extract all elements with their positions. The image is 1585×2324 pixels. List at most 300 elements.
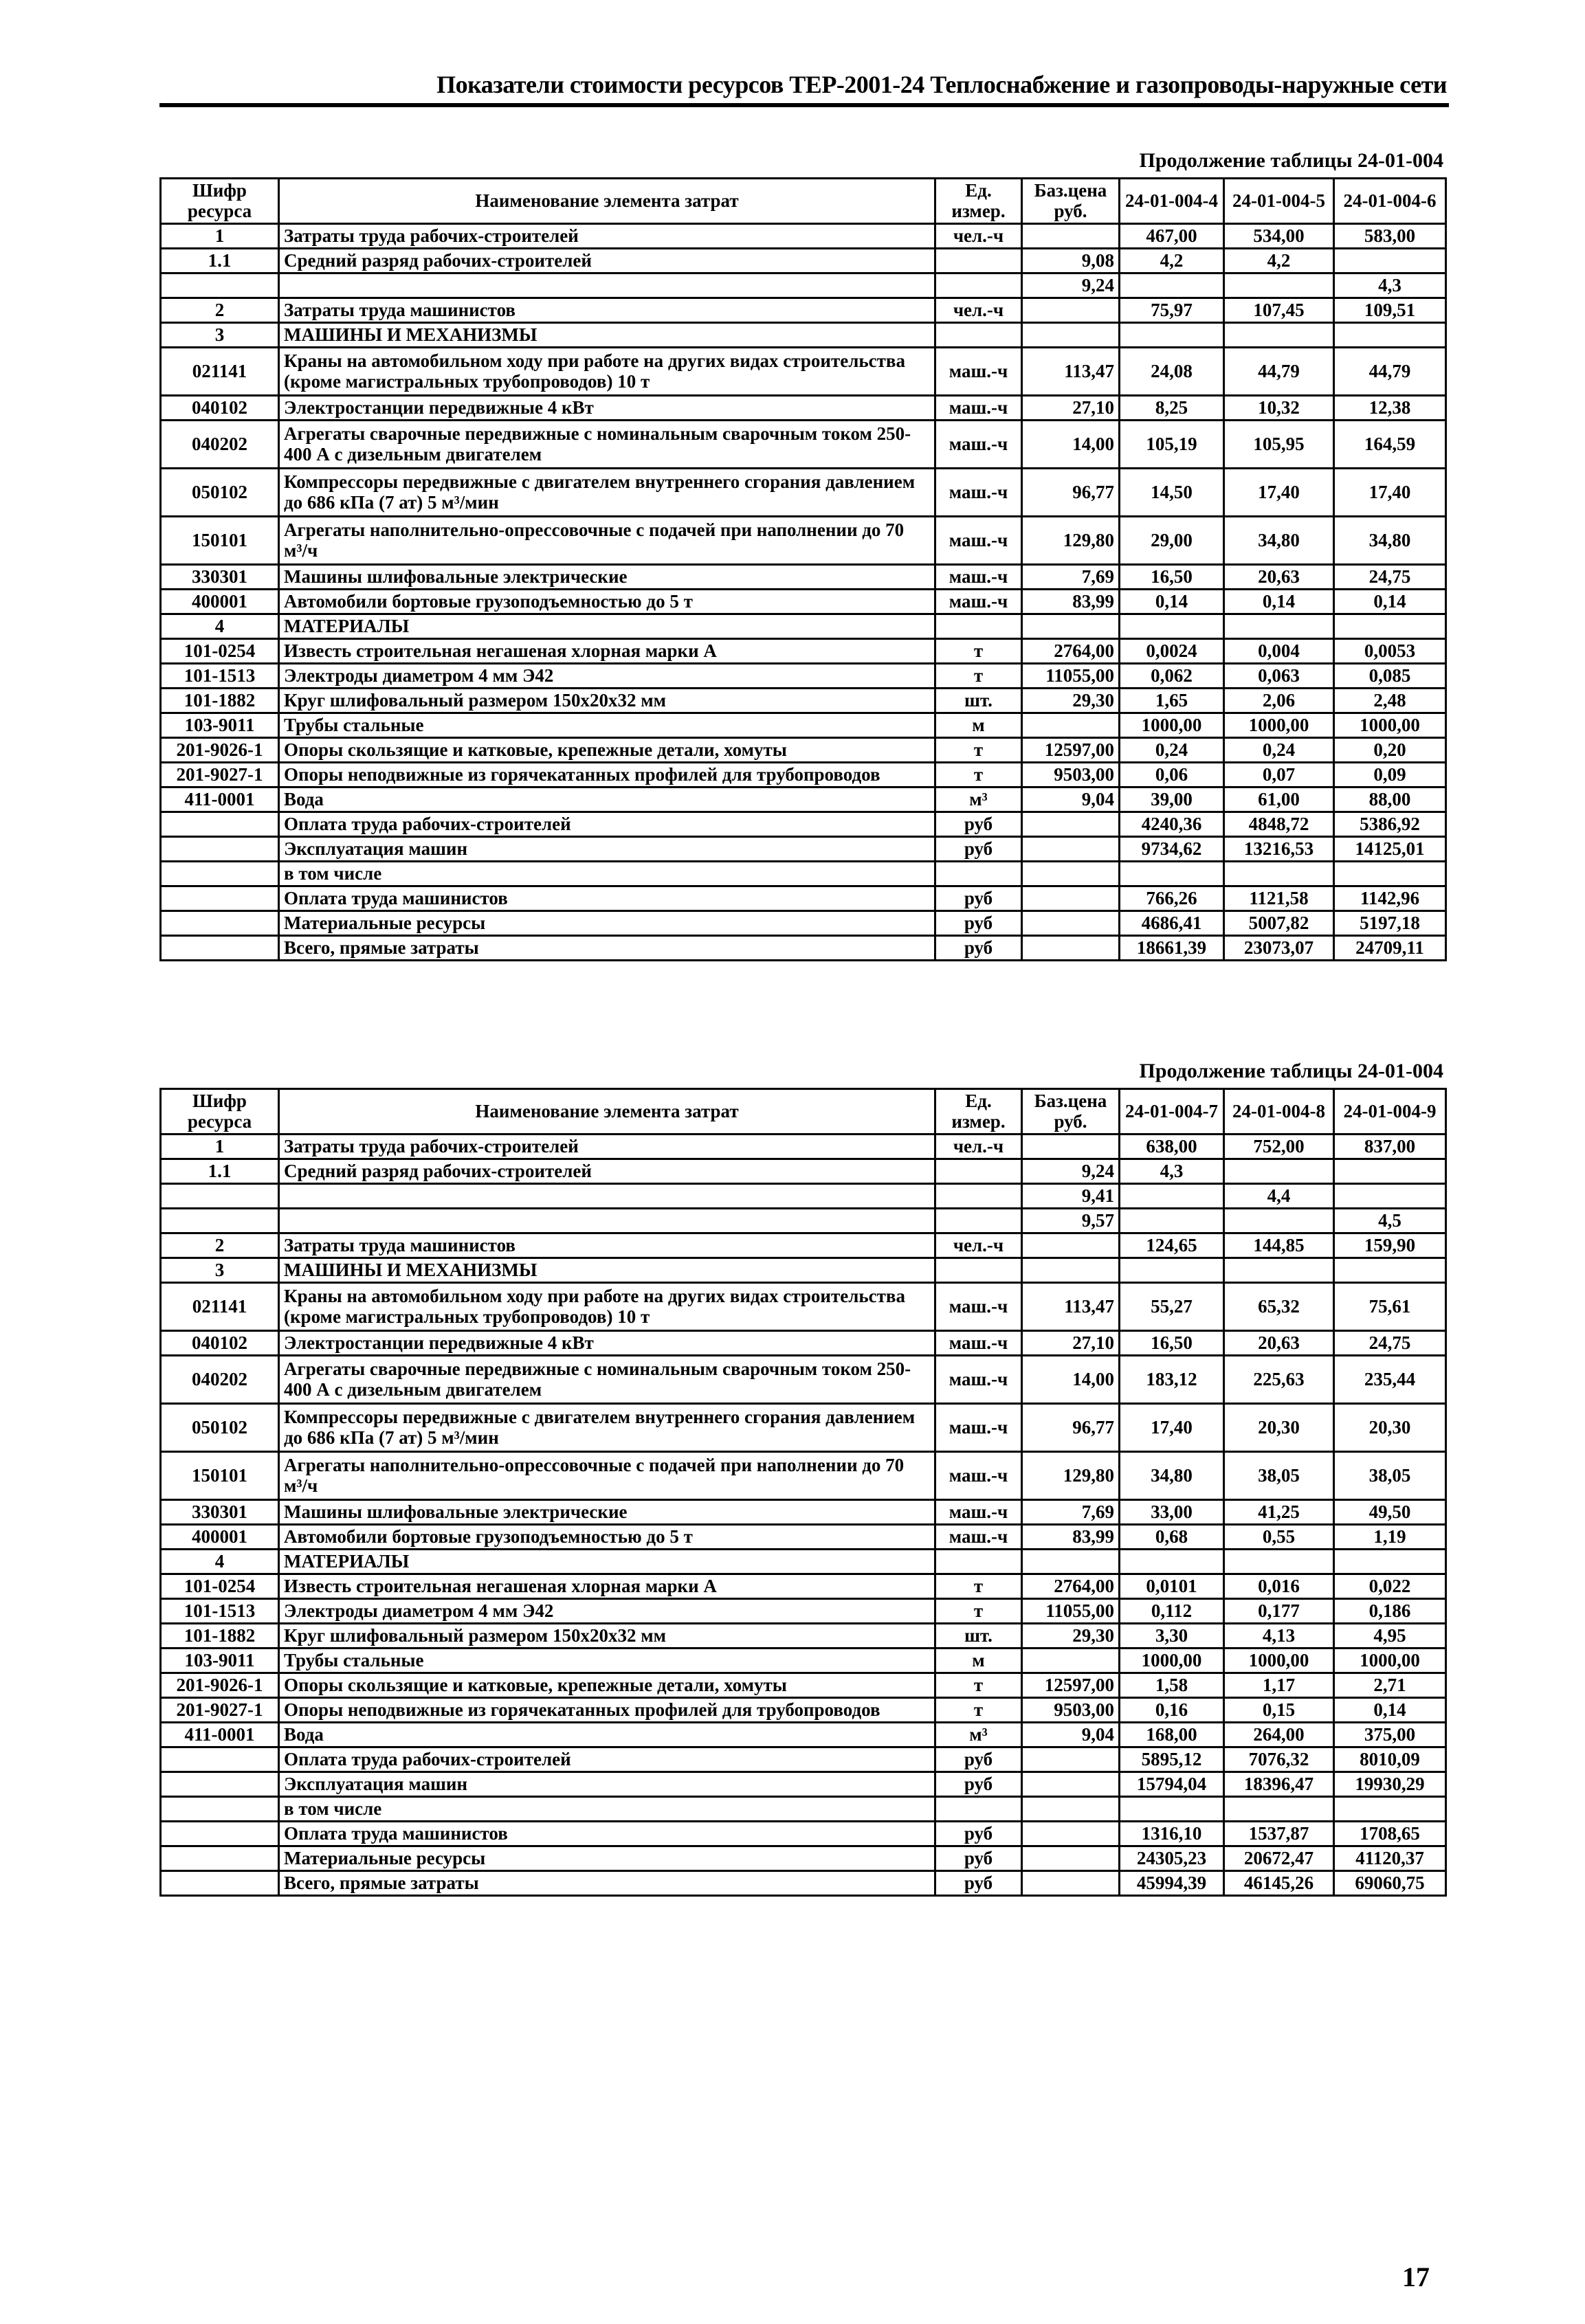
cost-element-name: Опоры неподвижные из горячекатанных профилей для трубопроводов <box>279 1698 935 1723</box>
value-cell: 107,45 <box>1224 298 1334 323</box>
base-price-cell <box>1022 224 1120 249</box>
unit-cell: маш.-ч <box>935 348 1022 396</box>
value-cell: 235,44 <box>1334 1356 1446 1404</box>
resource-code <box>161 812 279 837</box>
table-row <box>161 1452 1446 1500</box>
cost-element-name: Электростанции передвижные 4 кВт <box>279 396 935 421</box>
base-price-cell <box>1022 911 1120 936</box>
base-price-cell: 83,99 <box>1022 590 1120 614</box>
base-price-cell: 29,30 <box>1022 689 1120 713</box>
value-cell <box>1334 862 1446 886</box>
resource-code: 101-1882 <box>161 689 279 713</box>
value-cell <box>1120 1209 1224 1233</box>
header-col-1: 24-01-004-7 <box>1120 1089 1224 1135</box>
value-cell <box>1224 614 1334 639</box>
value-cell: 49,50 <box>1334 1500 1446 1525</box>
cost-element-name: Материальные ресурсы <box>279 1846 935 1871</box>
header-unit: Ед. измер. <box>935 179 1022 224</box>
value-cell: 17,40 <box>1334 469 1446 517</box>
base-price-cell <box>1022 812 1120 837</box>
header-code: Шифр ресурса <box>161 1089 279 1135</box>
value-cell: 7076,32 <box>1224 1747 1334 1772</box>
value-cell <box>1334 1184 1446 1209</box>
resource-code: 3 <box>161 323 279 348</box>
cost-element-name: Компрессоры передвижные с двигателем внутреннего сгорания давлением до 686 кПа (7 ат) 5 м³/мин <box>279 1404 935 1452</box>
header-name: Наименование элемента затрат <box>279 179 935 224</box>
cost-element-name: Эксплуатация машин <box>279 837 935 862</box>
cost-element-name: Опоры скользящие и катковые, крепежные детали, хомуты <box>279 1673 935 1698</box>
cost-element-name: Агрегаты сварочные передвижные с номинальным сварочным током 250-400 А с дизельным двигателем <box>279 421 935 469</box>
value-cell: 0,14 <box>1334 590 1446 614</box>
value-cell: 88,00 <box>1334 787 1446 812</box>
cost-element-name: МАТЕРИАЛЫ <box>279 614 935 639</box>
cost-element-name: в том числе <box>279 1797 935 1822</box>
resource-code <box>161 1846 279 1871</box>
base-price-cell <box>1022 323 1120 348</box>
base-price-cell: 9,24 <box>1022 273 1120 298</box>
cost-element-name <box>279 1209 935 1233</box>
value-cell: 45994,39 <box>1120 1871 1224 1896</box>
table-row <box>161 1356 1446 1404</box>
base-price-cell: 2764,00 <box>1022 1574 1120 1599</box>
resource-code: 2 <box>161 1233 279 1258</box>
value-cell: 4,95 <box>1334 1624 1446 1649</box>
cost-element-name: МАТЕРИАЛЫ <box>279 1550 935 1574</box>
table-row <box>161 1233 1446 1258</box>
cost-table-2 <box>159 1088 1447 1897</box>
value-cell: 0,06 <box>1120 763 1224 787</box>
value-cell <box>1224 1550 1334 1574</box>
unit-cell: руб <box>935 886 1022 911</box>
unit-cell: руб <box>935 812 1022 837</box>
value-cell <box>1120 1258 1224 1283</box>
cost-element-name: Электростанции передвижные 4 кВт <box>279 1331 935 1356</box>
value-cell: 1000,00 <box>1224 1649 1334 1673</box>
resource-code: 101-1513 <box>161 1599 279 1624</box>
cost-element-name: Машины шлифовальные электрические <box>279 1500 935 1525</box>
value-cell: 109,51 <box>1334 298 1446 323</box>
base-price-cell: 14,00 <box>1022 421 1120 469</box>
resource-code: 330301 <box>161 1500 279 1525</box>
value-cell: 5895,12 <box>1120 1747 1224 1772</box>
value-cell: 0,186 <box>1334 1599 1446 1624</box>
value-cell <box>1120 1550 1224 1574</box>
unit-cell: маш.-ч <box>935 1525 1022 1550</box>
unit-cell: маш.-ч <box>935 1331 1022 1356</box>
table2-caption: Продолжение таблицы 24-01-004 <box>1139 1060 1443 1082</box>
value-cell: 16,50 <box>1120 1331 1224 1356</box>
base-price-cell <box>1022 886 1120 911</box>
value-cell: 4,13 <box>1224 1624 1334 1649</box>
unit-cell: руб <box>935 1747 1022 1772</box>
cost-element-name: Оплата труда машинистов <box>279 1822 935 1846</box>
table-row <box>161 689 1446 713</box>
resource-code: 201-9027-1 <box>161 763 279 787</box>
resource-code: 201-9026-1 <box>161 738 279 763</box>
resource-code: 050102 <box>161 1404 279 1452</box>
base-price-cell: 83,99 <box>1022 1525 1120 1550</box>
table-row <box>161 1723 1446 1747</box>
base-price-cell <box>1022 1797 1120 1822</box>
value-cell: 0,07 <box>1224 763 1334 787</box>
value-cell: 0,063 <box>1224 664 1334 689</box>
table-row <box>161 1404 1446 1452</box>
value-cell: 766,26 <box>1120 886 1224 911</box>
resource-code: 040102 <box>161 1331 279 1356</box>
base-price-cell: 11055,00 <box>1022 1599 1120 1624</box>
resource-code <box>161 1747 279 1772</box>
unit-cell <box>935 1159 1022 1184</box>
base-price-cell: 9503,00 <box>1022 1698 1120 1723</box>
unit-cell: м <box>935 713 1022 738</box>
table-row <box>161 936 1446 961</box>
value-cell <box>1120 614 1224 639</box>
value-cell: 24305,23 <box>1120 1846 1224 1871</box>
unit-cell: маш.-ч <box>935 1404 1022 1452</box>
value-cell: 2,06 <box>1224 689 1334 713</box>
header-col-1: 24-01-004-4 <box>1120 179 1224 224</box>
cost-element-name: Агрегаты наполнительно-опрессовочные с подачей при наполнении до 70 м³/ч <box>279 517 935 565</box>
cost-element-name: МАШИНЫ И МЕХАНИЗМЫ <box>279 1258 935 1283</box>
unit-cell <box>935 1258 1022 1283</box>
table1-caption: Продолжение таблицы 24-01-004 <box>1139 149 1443 172</box>
cost-element-name: Агрегаты сварочные передвижные с номинальным сварочным током 250-400 А с дизельным двигателем <box>279 1356 935 1404</box>
value-cell: 1,65 <box>1120 689 1224 713</box>
resource-code <box>161 1822 279 1846</box>
base-price-cell <box>1022 1135 1120 1159</box>
value-cell: 34,80 <box>1224 517 1334 565</box>
resource-code <box>161 886 279 911</box>
resource-code: 201-9026-1 <box>161 1673 279 1698</box>
base-price-cell <box>1022 298 1120 323</box>
resource-code: 101-0254 <box>161 639 279 664</box>
cost-element-name: Электроды диаметром 4 мм Э42 <box>279 664 935 689</box>
resource-code: 150101 <box>161 1452 279 1500</box>
table-row <box>161 1624 1446 1649</box>
value-cell: 24,75 <box>1334 1331 1446 1356</box>
value-cell: 4,5 <box>1334 1209 1446 1233</box>
value-cell: 183,12 <box>1120 1356 1224 1404</box>
base-price-cell: 9,57 <box>1022 1209 1120 1233</box>
value-cell: 0,24 <box>1224 738 1334 763</box>
resource-code: 1.1 <box>161 249 279 273</box>
header-col-2: 24-01-004-8 <box>1224 1089 1334 1135</box>
unit-cell: руб <box>935 1871 1022 1896</box>
value-cell: 24,08 <box>1120 348 1224 396</box>
value-cell: 61,00 <box>1224 787 1334 812</box>
table1-body <box>161 224 1446 961</box>
table-row <box>161 1209 1446 1233</box>
value-cell <box>1334 249 1446 273</box>
unit-cell: маш.-ч <box>935 421 1022 469</box>
resource-code: 4 <box>161 1550 279 1574</box>
resource-code: 101-0254 <box>161 1574 279 1599</box>
base-price-cell: 12597,00 <box>1022 1673 1120 1698</box>
value-cell: 4,4 <box>1224 1184 1334 1209</box>
value-cell: 5386,92 <box>1334 812 1446 837</box>
unit-cell <box>935 862 1022 886</box>
table-row <box>161 396 1446 421</box>
base-price-cell: 29,30 <box>1022 1624 1120 1649</box>
value-cell: 19930,29 <box>1334 1772 1446 1797</box>
table-row <box>161 1797 1446 1822</box>
value-cell: 0,14 <box>1120 590 1224 614</box>
value-cell <box>1224 1209 1334 1233</box>
cost-element-name: Автомобили бортовые грузоподъемностью до 5 т <box>279 1525 935 1550</box>
base-price-cell: 7,69 <box>1022 1500 1120 1525</box>
resource-code: 040202 <box>161 421 279 469</box>
base-price-cell <box>1022 862 1120 886</box>
cost-element-name <box>279 1184 935 1209</box>
resource-code <box>161 837 279 862</box>
cost-element-name: Эксплуатация машин <box>279 1772 935 1797</box>
resource-code: 040202 <box>161 1356 279 1404</box>
value-cell: 264,00 <box>1224 1723 1334 1747</box>
cost-element-name: Известь строительная негашеная хлорная марки А <box>279 639 935 664</box>
unit-cell <box>935 1550 1022 1574</box>
unit-cell: м³ <box>935 1723 1022 1747</box>
unit-cell <box>935 1209 1022 1233</box>
resource-code <box>161 1772 279 1797</box>
cost-element-name: Средний разряд рабочих-строителей <box>279 249 935 273</box>
value-cell: 168,00 <box>1120 1723 1224 1747</box>
resource-code <box>161 1209 279 1233</box>
table-row <box>161 837 1446 862</box>
table-row <box>161 639 1446 664</box>
table-row <box>161 1871 1446 1896</box>
value-cell: 4,3 <box>1334 273 1446 298</box>
resource-code: 411-0001 <box>161 787 279 812</box>
base-price-cell <box>1022 1258 1120 1283</box>
table-row <box>161 273 1446 298</box>
unit-cell: маш.-ч <box>935 590 1022 614</box>
table-row <box>161 421 1446 469</box>
value-cell: 75,61 <box>1334 1283 1446 1331</box>
value-cell: 65,32 <box>1224 1283 1334 1331</box>
value-cell: 837,00 <box>1334 1135 1446 1159</box>
cost-element-name: Электроды диаметром 4 мм Э42 <box>279 1599 935 1624</box>
base-price-cell <box>1022 1233 1120 1258</box>
resource-code: 400001 <box>161 590 279 614</box>
resource-code: 201-9027-1 <box>161 1698 279 1723</box>
value-cell: 15794,04 <box>1120 1772 1224 1797</box>
header-code: Шифр ресурса <box>161 179 279 224</box>
value-cell: 159,90 <box>1334 1233 1446 1258</box>
value-cell: 44,79 <box>1224 348 1334 396</box>
table-row <box>161 812 1446 837</box>
unit-cell <box>935 323 1022 348</box>
value-cell <box>1224 862 1334 886</box>
base-price-cell: 2764,00 <box>1022 639 1120 664</box>
unit-cell: т <box>935 639 1022 664</box>
value-cell: 0,0024 <box>1120 639 1224 664</box>
table-row <box>161 1258 1446 1283</box>
unit-cell: маш.-ч <box>935 517 1022 565</box>
resource-code <box>161 862 279 886</box>
unit-cell <box>935 273 1022 298</box>
unit-cell: маш.-ч <box>935 1500 1022 1525</box>
unit-cell: маш.-ч <box>935 396 1022 421</box>
value-cell: 18396,47 <box>1224 1772 1334 1797</box>
value-cell: 16,50 <box>1120 565 1224 590</box>
table-row <box>161 323 1446 348</box>
value-cell: 75,97 <box>1120 298 1224 323</box>
value-cell <box>1334 323 1446 348</box>
value-cell: 467,00 <box>1120 224 1224 249</box>
table-row <box>161 1698 1446 1723</box>
value-cell: 0,20 <box>1334 738 1446 763</box>
value-cell: 38,05 <box>1334 1452 1446 1500</box>
unit-cell: т <box>935 664 1022 689</box>
value-cell: 0,004 <box>1224 639 1334 664</box>
value-cell: 1,19 <box>1334 1525 1446 1550</box>
value-cell: 0,24 <box>1120 738 1224 763</box>
header-price: Баз.цена руб. <box>1022 1089 1120 1135</box>
table-row <box>161 1747 1446 1772</box>
value-cell: 0,022 <box>1334 1574 1446 1599</box>
value-cell: 1000,00 <box>1334 713 1446 738</box>
unit-cell: руб <box>935 911 1022 936</box>
base-price-cell: 9,24 <box>1022 1159 1120 1184</box>
value-cell: 69060,75 <box>1334 1871 1446 1896</box>
unit-cell: маш.-ч <box>935 1283 1022 1331</box>
value-cell: 0,177 <box>1224 1599 1334 1624</box>
header-price: Баз.цена руб. <box>1022 179 1120 224</box>
value-cell: 0,14 <box>1334 1698 1446 1723</box>
table-row <box>161 911 1446 936</box>
value-cell: 44,79 <box>1334 348 1446 396</box>
cost-element-name: Краны на автомобильном ходу при работе на других видах строительства (кроме магистральных трубопроводов) 10 т <box>279 1283 935 1331</box>
resource-code: 400001 <box>161 1525 279 1550</box>
cost-element-name: Оплата труда рабочих-строителей <box>279 1747 935 1772</box>
base-price-cell: 129,80 <box>1022 1452 1120 1500</box>
table-row <box>161 1599 1446 1624</box>
unit-cell: т <box>935 1698 1022 1723</box>
value-cell: 55,27 <box>1120 1283 1224 1331</box>
cost-element-name: в том числе <box>279 862 935 886</box>
value-cell: 144,85 <box>1224 1233 1334 1258</box>
value-cell: 20,63 <box>1224 1331 1334 1356</box>
value-cell: 38,05 <box>1224 1452 1334 1500</box>
base-price-cell <box>1022 936 1120 961</box>
resource-code: 050102 <box>161 469 279 517</box>
table-row <box>161 713 1446 738</box>
header-col-3: 24-01-004-6 <box>1334 179 1446 224</box>
table-row <box>161 1550 1446 1574</box>
value-cell: 39,00 <box>1120 787 1224 812</box>
value-cell: 2,71 <box>1334 1673 1446 1698</box>
value-cell: 17,40 <box>1120 1404 1224 1452</box>
cost-element-name: Трубы стальные <box>279 1649 935 1673</box>
cost-element-name: Затраты труда машинистов <box>279 1233 935 1258</box>
value-cell: 1000,00 <box>1120 713 1224 738</box>
value-cell: 0,14 <box>1224 590 1334 614</box>
header-rule <box>159 103 1449 107</box>
value-cell: 1,58 <box>1120 1673 1224 1698</box>
base-price-cell: 11055,00 <box>1022 664 1120 689</box>
base-price-cell <box>1022 1846 1120 1871</box>
cost-element-name <box>279 273 935 298</box>
base-price-cell <box>1022 1822 1120 1846</box>
base-price-cell: 9,08 <box>1022 249 1120 273</box>
cost-element-name: Опоры скользящие и катковые, крепежные детали, хомуты <box>279 738 935 763</box>
unit-cell: м <box>935 1649 1022 1673</box>
table-row <box>161 1846 1446 1871</box>
unit-cell <box>935 1797 1022 1822</box>
table-row <box>161 565 1446 590</box>
value-cell: 0,016 <box>1224 1574 1334 1599</box>
value-cell: 105,19 <box>1120 421 1224 469</box>
cost-element-name: Вода <box>279 787 935 812</box>
value-cell: 0,16 <box>1120 1698 1224 1723</box>
value-cell: 5197,18 <box>1334 911 1446 936</box>
cost-element-name: Трубы стальные <box>279 713 935 738</box>
base-price-cell <box>1022 1747 1120 1772</box>
base-price-cell: 9,41 <box>1022 1184 1120 1209</box>
resource-code: 1 <box>161 224 279 249</box>
resource-code <box>161 911 279 936</box>
cost-element-name: Всего, прямые затраты <box>279 936 935 961</box>
value-cell: 18661,39 <box>1120 936 1224 961</box>
value-cell: 0,15 <box>1224 1698 1334 1723</box>
resource-code: 103-9011 <box>161 713 279 738</box>
header-col-2: 24-01-004-5 <box>1224 179 1334 224</box>
resource-code: 021141 <box>161 1283 279 1331</box>
base-price-cell <box>1022 614 1120 639</box>
table-row <box>161 664 1446 689</box>
resource-code <box>161 273 279 298</box>
unit-cell: чел.-ч <box>935 1135 1022 1159</box>
table-row <box>161 1649 1446 1673</box>
base-price-cell: 7,69 <box>1022 565 1120 590</box>
value-cell: 41120,37 <box>1334 1846 1446 1871</box>
value-cell <box>1224 1797 1334 1822</box>
value-cell <box>1224 273 1334 298</box>
value-cell: 5007,82 <box>1224 911 1334 936</box>
resource-code: 3 <box>161 1258 279 1283</box>
table-row <box>161 1283 1446 1331</box>
value-cell: 41,25 <box>1224 1500 1334 1525</box>
value-cell: 13216,53 <box>1224 837 1334 862</box>
base-price-cell: 113,47 <box>1022 348 1120 396</box>
value-cell: 4848,72 <box>1224 812 1334 837</box>
value-cell: 34,80 <box>1334 517 1446 565</box>
value-cell: 1142,96 <box>1334 886 1446 911</box>
cost-element-name: Автомобили бортовые грузоподъемностью до 5 т <box>279 590 935 614</box>
table-row <box>161 1822 1446 1846</box>
cost-element-name: Всего, прямые затраты <box>279 1871 935 1896</box>
value-cell: 4,2 <box>1224 249 1334 273</box>
unit-cell: маш.-ч <box>935 469 1022 517</box>
cost-element-name: Круг шлифовальный размером 150x20x32 мм <box>279 689 935 713</box>
cost-element-name: Оплата труда машинистов <box>279 886 935 911</box>
table-row <box>161 1184 1446 1209</box>
cost-element-name: Опоры неподвижные из горячекатанных профилей для трубопроводов <box>279 763 935 787</box>
base-price-cell <box>1022 837 1120 862</box>
value-cell: 0,0101 <box>1120 1574 1224 1599</box>
table-row <box>161 249 1446 273</box>
value-cell <box>1224 1258 1334 1283</box>
value-cell: 375,00 <box>1334 1723 1446 1747</box>
base-price-cell: 113,47 <box>1022 1283 1120 1331</box>
value-cell: 752,00 <box>1224 1135 1334 1159</box>
value-cell: 1000,00 <box>1120 1649 1224 1673</box>
value-cell: 4686,41 <box>1120 911 1224 936</box>
value-cell: 4240,36 <box>1120 812 1224 837</box>
value-cell: 225,63 <box>1224 1356 1334 1404</box>
unit-cell: шт. <box>935 1624 1022 1649</box>
unit-cell <box>935 614 1022 639</box>
